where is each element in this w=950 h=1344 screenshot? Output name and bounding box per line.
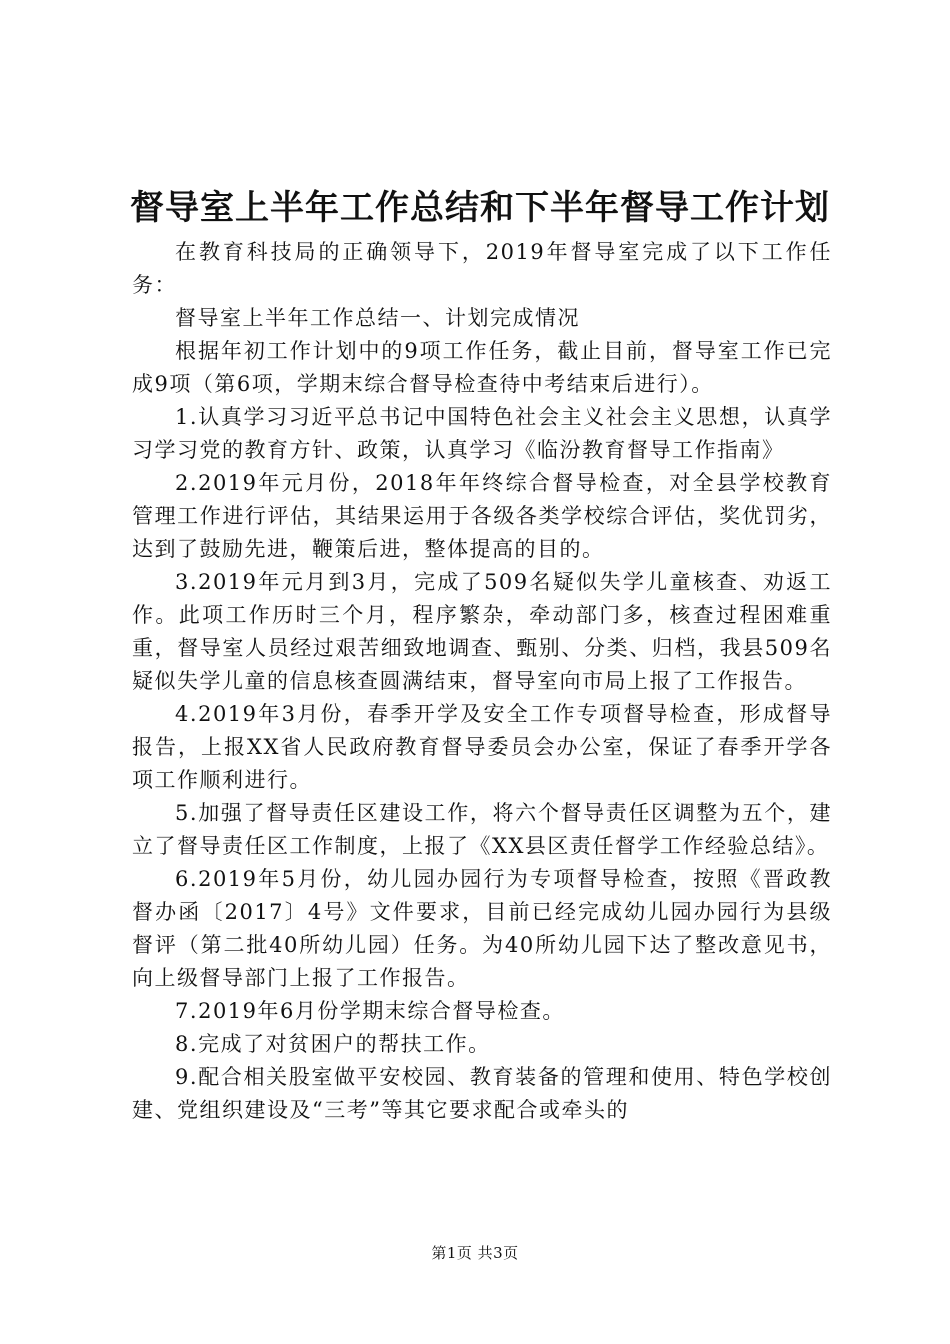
paragraph-item-1: 1.认真学习习近平总书记中国特色社会主义社会主义思想，认真学习学习党的教育方针、政策，认真学习《临汾教育督导工作指南》 [132, 405, 832, 462]
paragraph-item-2: 2.2019年元月份，2018年年终综合督导检查，对全县学校教育管理工作进行评估，其结果运用于各级各类学校综合评估，奖优罚劣，达到了鼓励先进，鞭策后进，整体提高的目的。 [132, 471, 832, 561]
paragraph-intro: 在教育科技局的正确领导下，2019年督导室完成了以下工作任务： [132, 240, 832, 297]
paragraph-item-8: 8.完成了对贫困户的帮扶工作。 [175, 1032, 491, 1056]
paragraph-section-heading: 督导室上半年工作总结一、计划完成情况 [175, 306, 581, 330]
document-body [132, 236, 832, 1127]
paragraph-item-5: 5.加强了督导责任区建设工作，将六个督导责任区调整为五个，建立了督导责任区工作制度，上报了《XX县区责任督学工作经验总结》。 [132, 801, 832, 858]
paragraph-summary: 根据年初工作计划中的9项工作任务，截止目前，督导室工作已完成9项（第6项，学期末综合督导检查待中考结束后进行）。 [132, 339, 832, 396]
paragraph-item-3: 3.2019年元月到3月，完成了509名疑似失学儿童核查、劝返工作。此项工作历时三个月，程序繁杂，牵动部门多，核查过程困难重重，督导室人员经过艰苦细致地调查、甄别、分类、归档，我县509名疑似失学儿童的信息核查圆满结束，督导室向市局上报了工作报告。 [132, 570, 832, 693]
paragraph-item-7: 7.2019年6月份学期末综合督导检查。 [175, 999, 565, 1023]
paragraph-item-4: 4.2019年3月份，春季开学及安全工作专项督导检查，形成督导报告，上报XX省人民政府教育督导委员会办公室，保证了春季开学各项工作顺利进行。 [132, 702, 832, 792]
document-title: 督导室上半年工作总结和下半年督导工作计划 [130, 188, 830, 228]
page-footer: 第1页 共3页 [431, 1244, 519, 1262]
paragraph-item-6: 6.2019年5月份，幼儿园办园行为专项督导检查，按照《晋政教督办函〔2017〕4号》文件要求，目前已经完成幼儿园办园行为县级督评（第二批40所幼儿园）任务。为40所幼儿园下达了整改意见书，向上级督导部门上报了工作报告。 [132, 867, 832, 990]
paragraph-item-9: 9.配合相关股室做平安校园、教育装备的管理和使用、特色学校创建、党组织建设及“三考”等其它要求配合或牵头的 [132, 1065, 832, 1122]
